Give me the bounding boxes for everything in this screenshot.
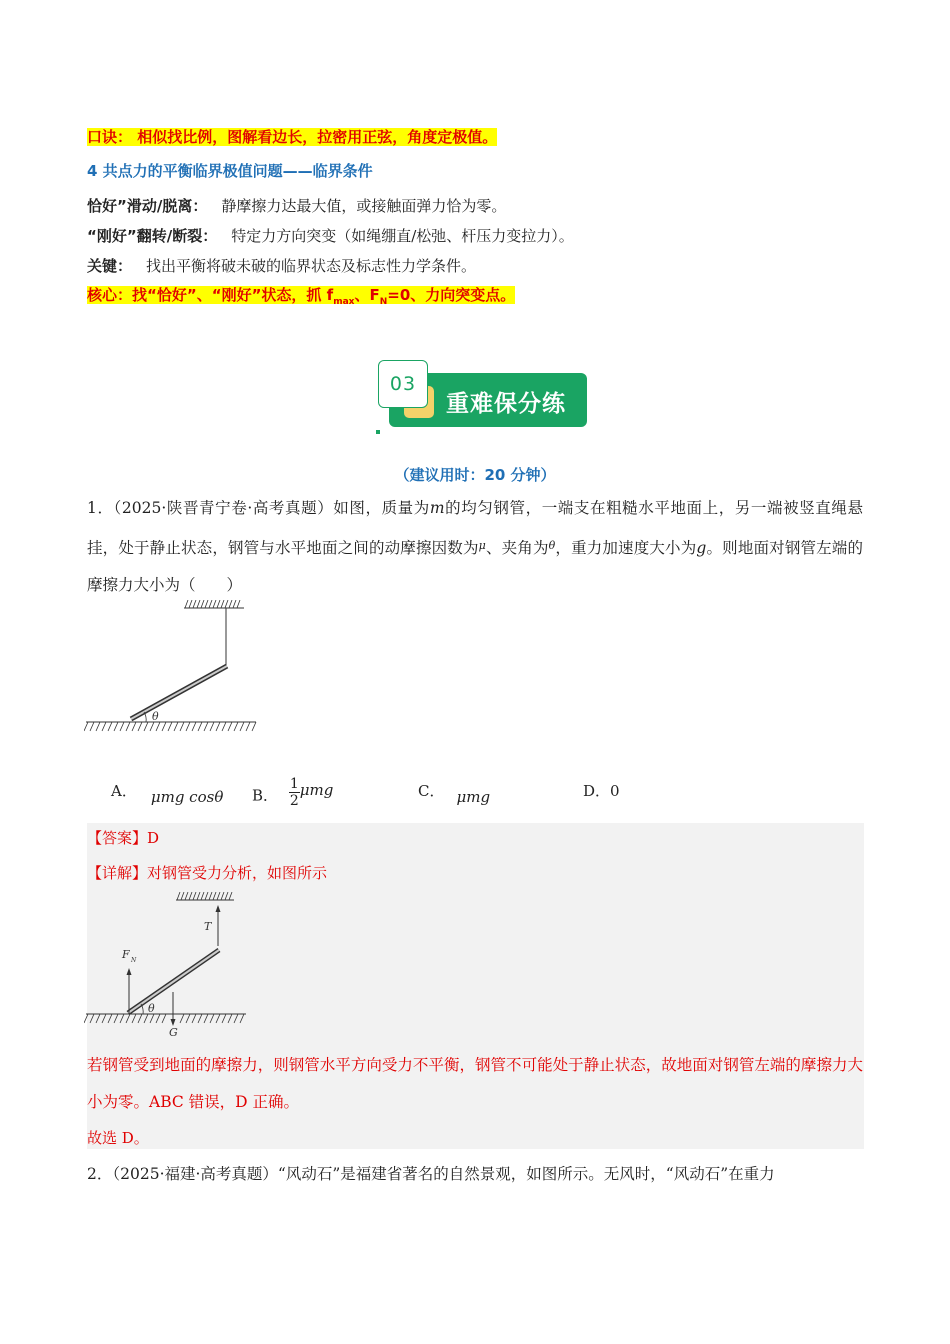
- q1-text: 。则地面对钢管左端的摩擦力大小为（ ）: [87, 539, 863, 594]
- condition-desc: 找出平衡将破未破的临界状态及标志性力学条件。: [146, 257, 477, 275]
- q1-theta: θ: [548, 539, 556, 552]
- ceiling-hatch: [177, 892, 232, 900]
- q1-text: 、夹角为: [485, 539, 549, 557]
- option-b-label: B．: [252, 786, 279, 805]
- option-c-value: μmg: [456, 788, 491, 806]
- option-c[interactable]: [418, 780, 491, 806]
- option-d[interactable]: D．0: [583, 782, 620, 800]
- question-number: 2．: [87, 1165, 113, 1183]
- tension-label: T: [204, 920, 212, 933]
- fraction-numerator: 1: [289, 776, 299, 792]
- answer-analysis: 若钢管受到地面的摩擦力，则钢管水平方向受力不平衡，钢管不可能处于静止状态，故地面对钢管左端的摩擦力大小为零。ABC 错误，D 正确。: [87, 1056, 863, 1111]
- normal-force-arrowhead: [127, 968, 132, 975]
- q1-g: g: [696, 539, 707, 557]
- condition-term: 关键：: [87, 257, 133, 275]
- option-b[interactable]: [252, 776, 334, 813]
- answer-line: 【答案】D: [87, 829, 160, 847]
- core-prefix: 核心：找“恰好”、“刚好”状态，抓 f: [87, 286, 334, 304]
- theta-label: θ: [148, 1002, 155, 1015]
- normal-force-label: F: [122, 948, 130, 961]
- ground-hatch: [84, 722, 256, 731]
- ground-hatch: [84, 1014, 244, 1023]
- answer-conclusion: 故选 D。: [87, 1129, 149, 1147]
- steel-pipe-highlight: [131, 666, 227, 719]
- question-2: [87, 1156, 863, 1193]
- suggested-time: （建议用时：20 分钟）: [394, 466, 556, 484]
- q1-text: （2025·陕晋青宁卷·高考真题）如图，质量为: [113, 499, 430, 517]
- core-mid: 、F: [354, 286, 380, 304]
- option-a-value: μmg cosθ: [150, 788, 224, 806]
- option-c-label: C．: [418, 782, 445, 800]
- core-n-sub: N: [379, 297, 388, 307]
- badge-title: 重难保分练: [446, 391, 566, 417]
- q1-figure: [84, 600, 264, 735]
- fraction-denominator: 2: [289, 793, 299, 809]
- core-f-sub: max: [333, 297, 355, 307]
- ceiling-hatch: [185, 600, 240, 608]
- condition-row: [87, 226, 574, 246]
- gravity-label: G: [169, 1026, 178, 1039]
- option-b-value: μmg: [299, 780, 334, 799]
- option-b-fraction: [289, 776, 300, 809]
- condition-row: [87, 196, 506, 216]
- force-diagram: [84, 892, 254, 1040]
- option-a[interactable]: [111, 780, 224, 806]
- option-a-label: A．: [111, 782, 137, 800]
- core-suffix: =0、力向突变点。: [387, 286, 516, 304]
- theta-label: θ: [152, 710, 159, 723]
- badge-dot: [376, 430, 380, 434]
- q1-text: ，重力加速度大小为: [555, 539, 697, 557]
- tension-arrowhead: [216, 905, 221, 912]
- gravity-arrowhead: [171, 1019, 176, 1026]
- mnemonic-text: 口诀： 相似找比例，图解看边长，拉密用正弦，角度定极值。: [87, 128, 498, 146]
- condition-desc: 静摩擦力达最大值，或接触面弹力恰为零。: [221, 197, 507, 215]
- core-line: [87, 285, 515, 312]
- normal-force-subscript: N: [131, 957, 137, 964]
- condition-row: [87, 256, 476, 276]
- mnemonic-line: [87, 127, 497, 147]
- q1-text: 的均匀钢管，一端支在粗糙水平地面上，另一端被竖直绳悬挂，处于静止状态，钢管与水平地面之间的动摩擦因数为: [87, 499, 863, 557]
- condition-term: “刚好”翻转/断裂：: [87, 227, 218, 245]
- condition-term: 恰好”滑动/脱离：: [87, 197, 208, 215]
- q2-text: （2025·福建·高考真题）“风动石”是福建省著名的自然景观，如图所示。无风时，“风动石”在重力: [112, 1165, 775, 1183]
- badge-number: 03: [378, 360, 428, 408]
- core-text: [87, 286, 516, 307]
- q1-mass: m: [429, 499, 445, 517]
- q1-mu: μ: [478, 539, 486, 552]
- question-1: [87, 490, 863, 604]
- section-title: 4 共点力的平衡临界极值问题——临界条件: [87, 162, 373, 180]
- detail-line: 【详解】对钢管受力分析，如图所示: [87, 864, 328, 882]
- condition-desc: 特定力方向突变（如绳绷直/松弛、杆压力变拉力）。: [231, 227, 574, 245]
- question-number: 1．: [87, 499, 114, 517]
